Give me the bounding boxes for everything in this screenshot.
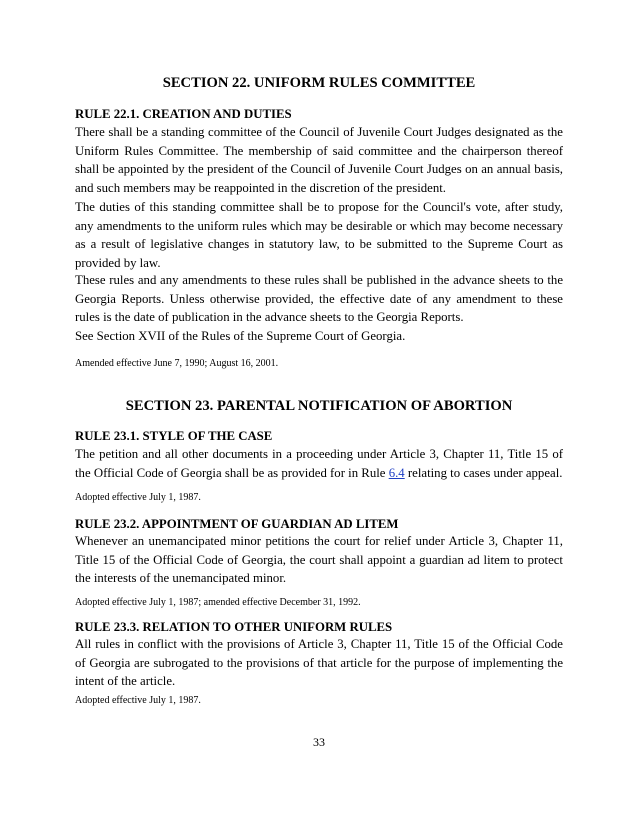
rule-23-1-paragraph	[75, 445, 563, 482]
rule-22-1-paragraph-1: There shall be a standing committee of the Council of Juvenile Court Judges designated as the Uniform Rules Committee. The membership of said committee and the chairperson thereof shall be appointed by the president of the Council of Juvenile Court Judges on an annual basis, and such members may be reappointed in the discretion of the president.	[75, 125, 563, 195]
rule-23-2-heading: RULE 23.2. APPOINTMENT OF GUARDIAN AD LITEM	[75, 517, 399, 531]
rule-23-1-adoption-note: Adopted effective July 1, 1987.	[75, 492, 201, 503]
rule-23-2-paragraph: Whenever an unemancipated minor petitions the court for relief under Article 3, Chapter 11, Title 15 of the Official Code of Georgia, the court shall appoint a guardian ad litem to protect the interests of the unemancipated minor.	[75, 534, 563, 585]
rule-22-1-paragraph-4: See Section XVII of the Rules of the Supreme Court of Georgia.	[75, 329, 406, 343]
page-number: 33	[313, 735, 325, 749]
rule-6-4-link[interactable]: 6.4	[388, 465, 405, 480]
rule-22-1-amendment-note: Amended effective June 7, 1990; August 16, 2001.	[75, 358, 279, 369]
rule-23-3-paragraph: All rules in conflict with the provisions of Article 3, Chapter 11, Title 15 of the Official Code of Georgia are subrogated to the provisions of that article for the purpose of implementing the intent of the article.	[75, 637, 563, 688]
rule-23-3-adoption-note: Adopted effective July 1, 1987.	[75, 695, 201, 706]
rule-22-1-heading: RULE 22.1. CREATION AND DUTIES	[75, 107, 292, 121]
section-23-title: SECTION 23. PARENTAL NOTIFICATION OF ABORTION	[125, 398, 513, 414]
rule-23-1-text-after-link: relating to cases under appeal.	[404, 465, 563, 480]
rule-23-3-heading: RULE 23.3. RELATION TO OTHER UNIFORM RULES	[75, 620, 393, 634]
rule-23-1-text-before-link: The petition and all other documents in a proceeding under Article 3, Chapter 11, Title 15 of the Official Code of Georgia shall be as provided for in Rule	[75, 447, 563, 480]
rule-22-1-paragraph-3: These rules and any amendments to these rules shall be published in the advance sheets to the Georgia Reports. Unless otherwise provided, the effective date of any amendment to these rules is the date of publication in the advance sheets to the Georgia Reports.	[75, 273, 563, 324]
rule-23-1-heading: RULE 23.1. STYLE OF THE CASE	[75, 429, 273, 443]
rule-22-1-paragraph-2: The duties of this standing committee shall be to propose for the Council's vote, after study, any amendments to the uniform rules which may be desirable or which may become necessary as a result of legislative changes in statutory law, to be submitted to the Supreme Court as provided by law.	[75, 200, 563, 270]
rule-23-2-adoption-note: Adopted effective July 1, 1987; amended effective December 31, 1992.	[75, 597, 361, 608]
section-22-title: SECTION 22. UNIFORM RULES COMMITTEE	[162, 75, 476, 91]
